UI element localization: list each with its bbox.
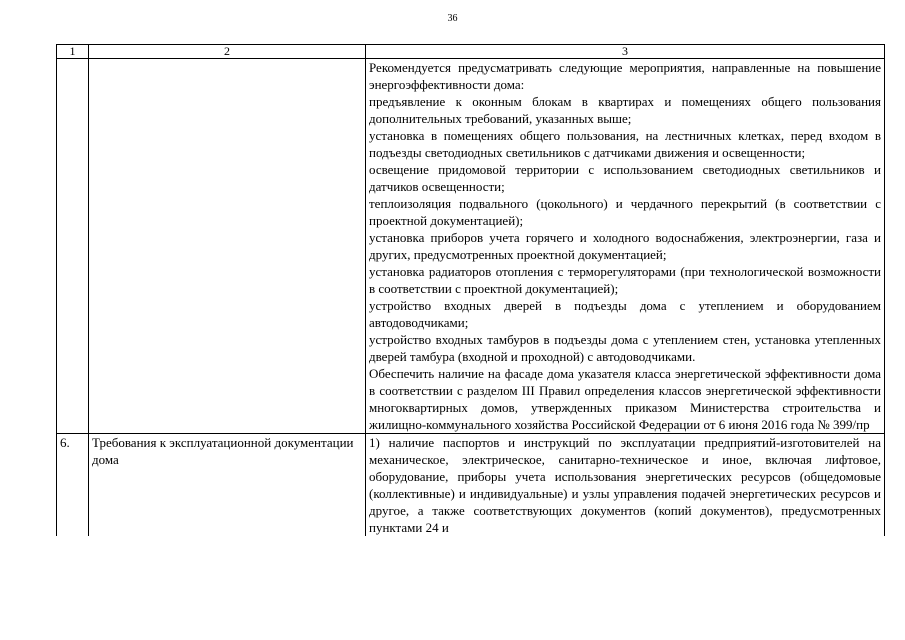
paragraph: установка в помещениях общего пользования, на лестничных клетках, перед входом в подъезды светодиодных светильников с датчиками движения и освещенности; (369, 128, 881, 160)
table-row-6 (57, 434, 885, 537)
header-col-3: 3 (366, 45, 885, 59)
table-row-continued (57, 59, 885, 434)
paragraph: теплоизоляция подвального (цокольного) и чердачного перекрытий (в соответствии с проектной документацией); (369, 196, 881, 228)
page-number: 36 (447, 13, 458, 24)
requirement-name-cell (89, 59, 366, 434)
requirement-text-cell (366, 434, 885, 537)
requirement-text-cell (366, 59, 885, 434)
paragraph: установка приборов учета горячего и холодного водоснабжения, электроэнергии, газа и других, предусмотренных проектной документацией; (369, 230, 881, 262)
paragraph: устройство входных дверей в подъезды дома с утеплением и оборудованием автодоводчиками; (369, 298, 881, 330)
paragraph: устройство входных тамбуров в подъезды дома с утеплением стен, установка утепленных дверей тамбура (входной и проходной) с автодоводчиками. (369, 332, 881, 364)
table-header-row (57, 45, 885, 59)
paragraph: установка радиаторов отопления с терморегуляторами (при технологической возможности в соответствии с проектной документацией); (369, 264, 881, 296)
header-col-1: 1 (57, 45, 89, 59)
paragraph: освещение придомовой территории с использованием светодиодных светильников и датчиков освещенности; (369, 162, 881, 194)
row-number-cell: 6. (57, 434, 89, 537)
paragraph: Обеспечить наличие на фасаде дома указателя класса энергетической эффективности дома в соответствии с разделом III Правил определения классов энергетической эффективности многоквартирных домов, утвержденных приказом Министерства строительства и жилищно-коммунального хозяйства Российской Федерации от 6 июня 2016 года № 399/пр (369, 366, 881, 432)
paragraph: предъявление к оконным блокам в квартирах и помещениях общего пользования дополнительных требований, указанных выше; (369, 94, 881, 126)
row-number-cell (57, 59, 89, 434)
paragraph: Рекомендуется предусматривать следующие мероприятия, направленные на повышение энергоэффективности дома: (369, 60, 881, 92)
requirement-name-cell: Требования к эксплуатационной документации дома (89, 434, 366, 537)
header-col-2: 2 (89, 45, 366, 59)
paragraph: 1) наличие паспортов и инструкций по эксплуатации предприятий-изготовителей на механическое, электрическое, санитарно-техническое и иное, включая лифтовое, оборудование, приборы учета использования энергетических ресурсов (общедомовые (коллективные) и индивидуальные) и узлы управления подачей энергетических ресурсов и другое, а также соответствующих документов (копий документов), предусмотренных пунктами 24 и (369, 435, 881, 535)
requirements-table (56, 44, 885, 536)
